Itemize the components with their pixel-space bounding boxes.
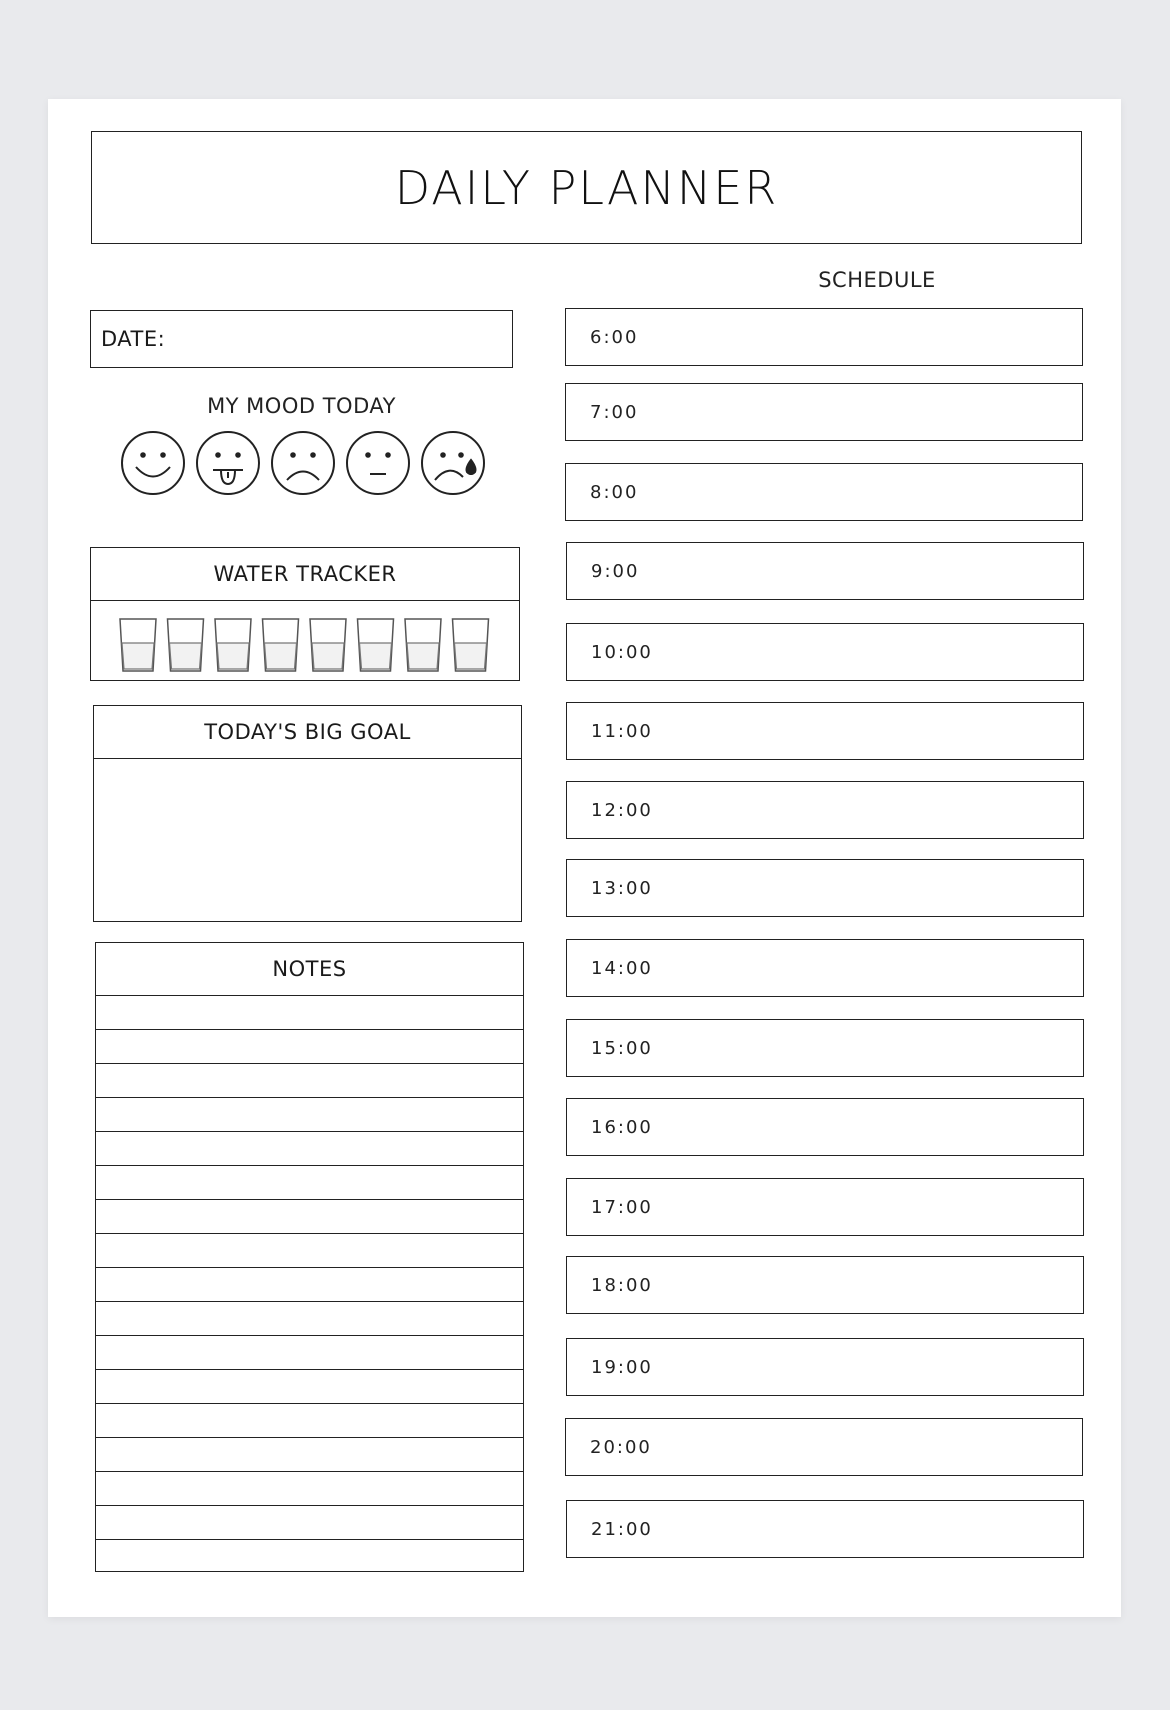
schedule-time-label: 6:00	[590, 326, 639, 348]
note-line[interactable]	[96, 1199, 523, 1200]
water-glass-icon[interactable]	[120, 619, 156, 671]
schedule-slot[interactable]	[566, 702, 1084, 760]
schedule-time-label: 13:00	[591, 877, 653, 899]
schedule-slot[interactable]	[566, 1178, 1084, 1236]
schedule-slot[interactable]	[566, 859, 1084, 917]
water-glass-icon[interactable]	[263, 619, 299, 671]
happy-face-icon[interactable]	[122, 432, 184, 494]
notes-box[interactable]	[95, 942, 524, 1572]
schedule-time-label: 11:00	[591, 720, 653, 742]
schedule-slot[interactable]	[565, 308, 1083, 366]
schedule-time-label: 8:00	[590, 481, 639, 503]
schedule-time-label: 9:00	[591, 560, 640, 582]
schedule-slot[interactable]	[566, 1338, 1084, 1396]
schedule-time-label: 20:00	[590, 1436, 652, 1458]
note-line[interactable]	[96, 1505, 523, 1506]
schedule-slot[interactable]	[566, 781, 1084, 839]
note-line[interactable]	[96, 1301, 523, 1302]
schedule-slot[interactable]	[566, 1256, 1084, 1314]
date-label: DATE:	[101, 327, 166, 351]
water-glass-icon[interactable]	[453, 619, 489, 671]
schedule-slot[interactable]	[566, 623, 1084, 681]
water-glass-icon[interactable]	[168, 619, 204, 671]
notes-heading: NOTES	[96, 943, 523, 996]
note-line[interactable]	[96, 1539, 523, 1540]
schedule-slot[interactable]	[566, 1019, 1084, 1077]
schedule-time-label: 16:00	[591, 1116, 653, 1138]
note-line[interactable]	[96, 1097, 523, 1098]
note-line[interactable]	[96, 1267, 523, 1268]
sad-face-icon[interactable]	[272, 432, 334, 494]
big-goal-box[interactable]	[93, 705, 522, 922]
tongue-out-face-icon[interactable]	[197, 432, 259, 494]
note-line[interactable]	[96, 1403, 523, 1404]
schedule-heading: SCHEDULE	[818, 268, 936, 292]
note-line[interactable]	[96, 1165, 523, 1166]
schedule-time-label: 7:00	[590, 401, 639, 423]
schedule-slot[interactable]	[566, 939, 1084, 997]
schedule-slot[interactable]	[566, 1098, 1084, 1156]
note-line[interactable]	[96, 1029, 523, 1030]
water-tracker	[90, 547, 520, 681]
neutral-face-icon[interactable]	[347, 432, 409, 494]
note-line[interactable]	[96, 1471, 523, 1472]
page-title: DAILY PLANNER	[394, 160, 779, 215]
mood-heading: MY MOOD TODAY	[207, 394, 396, 418]
water-tracker-heading: WATER TRACKER	[91, 548, 519, 601]
schedule-slot[interactable]	[566, 1500, 1084, 1558]
schedule-time-label: 19:00	[591, 1356, 653, 1378]
schedule-time-label: 18:00	[591, 1274, 653, 1296]
water-glass-icon[interactable]	[215, 619, 251, 671]
schedule-time-label: 12:00	[591, 799, 653, 821]
schedule-time-label: 17:00	[591, 1196, 653, 1218]
title-box	[91, 131, 1082, 244]
schedule-slot[interactable]	[565, 383, 1083, 441]
schedule-slot[interactable]	[565, 463, 1083, 521]
date-field[interactable]	[90, 310, 513, 368]
note-line[interactable]	[96, 1335, 523, 1336]
water-glass-icon[interactable]	[310, 619, 346, 671]
schedule-time-label: 14:00	[591, 957, 653, 979]
note-line[interactable]	[96, 1437, 523, 1438]
schedule-slot[interactable]	[565, 1418, 1083, 1476]
note-line[interactable]	[96, 1063, 523, 1064]
water-glass-icon[interactable]	[405, 619, 441, 671]
schedule-time-label: 21:00	[591, 1518, 653, 1540]
schedule-time-label: 10:00	[591, 641, 653, 663]
schedule-slot[interactable]	[566, 542, 1084, 600]
mood-faces	[121, 430, 491, 496]
note-line[interactable]	[96, 1233, 523, 1234]
crying-face-icon[interactable]	[422, 432, 484, 494]
water-glasses	[119, 617, 491, 673]
note-line[interactable]	[96, 1131, 523, 1132]
planner-page	[48, 99, 1121, 1617]
big-goal-heading: TODAY'S BIG GOAL	[94, 706, 521, 759]
water-glass-icon[interactable]	[358, 619, 394, 671]
note-line[interactable]	[96, 1369, 523, 1370]
schedule-time-label: 15:00	[591, 1037, 653, 1059]
